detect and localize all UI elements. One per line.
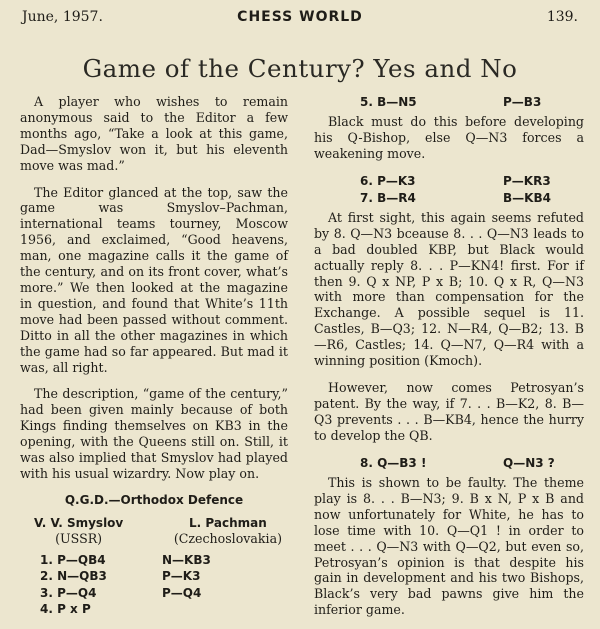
move-row <box>314 190 584 206</box>
paragraph: Black must do this before developing his Q-Bishop, else Q—N3 forces a weakening move. <box>314 114 584 162</box>
black-player <box>174 515 282 547</box>
paragraph: The Editor glanced at the top, saw the game was Smyslov–Pachman, international teams tourney, Moscow 1956, and exclaimed, “Good heavens, man, one magazine calls it the game of the century, and on its front cover, what’s more.” We then looked at the magazine in question, and found that White’s 11th move had been passed without comment. Ditto in all the other magazines in which the game had so far appeared. But mad it was, all right. <box>20 184 288 375</box>
move-row <box>20 585 288 601</box>
players-heading <box>20 515 288 547</box>
right-column <box>314 94 584 629</box>
white-move: 3. P—Q4 <box>40 585 97 600</box>
paragraph: At first sight, this again seems refuted by 8. Q—N3 bceause 8. . . Q—N3 leads to a bad doubled KBP, but Black would actually reply 8. . . P—KN4! first. For if then 9. Q x NP, P x B; 10. Q x R, Q—N3 with more than compensation for the Exchange. A possible sequel is 11. Castles, B—Q3; 12. N—R4, Q—B2; 13. B—R6, Castles; 14. Q—N7, Q—R4 with a winning position (Kmoch). <box>314 209 584 369</box>
black-player-country: (Czechoslovakia) <box>173 530 282 546</box>
black-move: N—KB3 <box>162 552 211 567</box>
black-move: P—KR3 <box>503 174 551 189</box>
paragraph: The description, “game of the century,” had been given mainly because of both Kings finding themselves on KB3 in the opening, with the Queens still on. Still, it was also implied that Smyslov had played with his usual wizardry. Now play on. <box>20 386 288 481</box>
black-player-name: L. Pachman <box>189 515 267 530</box>
running-header <box>22 9 578 29</box>
move-row <box>314 173 584 189</box>
magazine-name: CHESS WORLD <box>237 9 363 25</box>
white-move: 5. B—N5 <box>360 95 417 109</box>
white-player-country: (USSR) <box>55 530 103 546</box>
black-move: B—KB4 <box>503 190 551 205</box>
opening-name: Q.G.D.—Orthodox Defence <box>64 492 244 507</box>
move-row <box>20 568 288 584</box>
white-move: 8. Q—B3 ! <box>360 455 427 470</box>
issue-date: June, 1957. <box>22 9 103 25</box>
white-move: 7. B—R4 <box>360 190 416 205</box>
paragraph: A player who wishes to remain anonymous said to the Editor a few months ago, “Take a look at this game, Dad—Smyslov won it, but his eleventh move was mad.” <box>20 94 288 173</box>
move-list <box>20 552 288 618</box>
white-move: 2. N—QB3 <box>40 569 107 584</box>
move-row <box>20 552 288 568</box>
black-move: P—B3 <box>503 95 542 109</box>
article-title: Game of the Century? Yes and No <box>82 54 518 83</box>
paragraph: This is shown to be faulty. The theme play is 8. . . B—N3; 9. B x N, P x B and now unfortunately for White, he has to lose time with 10. Q—Q1 ! in order to meet . . . Q—N3 with Q—Q2, but even so, Petrosyan’s opinion is that despite his gain in development and his two Bishops, Black’s very bad pawns give him the inferior game. <box>314 475 584 618</box>
black-move: P—Q4 <box>162 585 202 600</box>
move-row <box>314 94 584 110</box>
white-move: 1. P—QB4 <box>40 552 106 567</box>
white-move: 4. P x P <box>40 601 91 616</box>
left-column <box>20 94 288 617</box>
black-move: Q—N3 ? <box>503 455 555 470</box>
black-move: P—K3 <box>162 569 201 584</box>
white-player-name: V. V. Smyslov <box>34 515 124 530</box>
white-move: 6. P—K3 <box>360 174 416 189</box>
paragraph: However, now comes Petrosyan’s patent. By the way, if 7. . . B—K2, 8. B—Q3 prevents . . . B—KB4, hence the hurry to develop the QB. <box>314 380 584 443</box>
page-number: 139. <box>546 9 578 25</box>
white-player <box>34 515 123 547</box>
move-row <box>314 455 584 471</box>
